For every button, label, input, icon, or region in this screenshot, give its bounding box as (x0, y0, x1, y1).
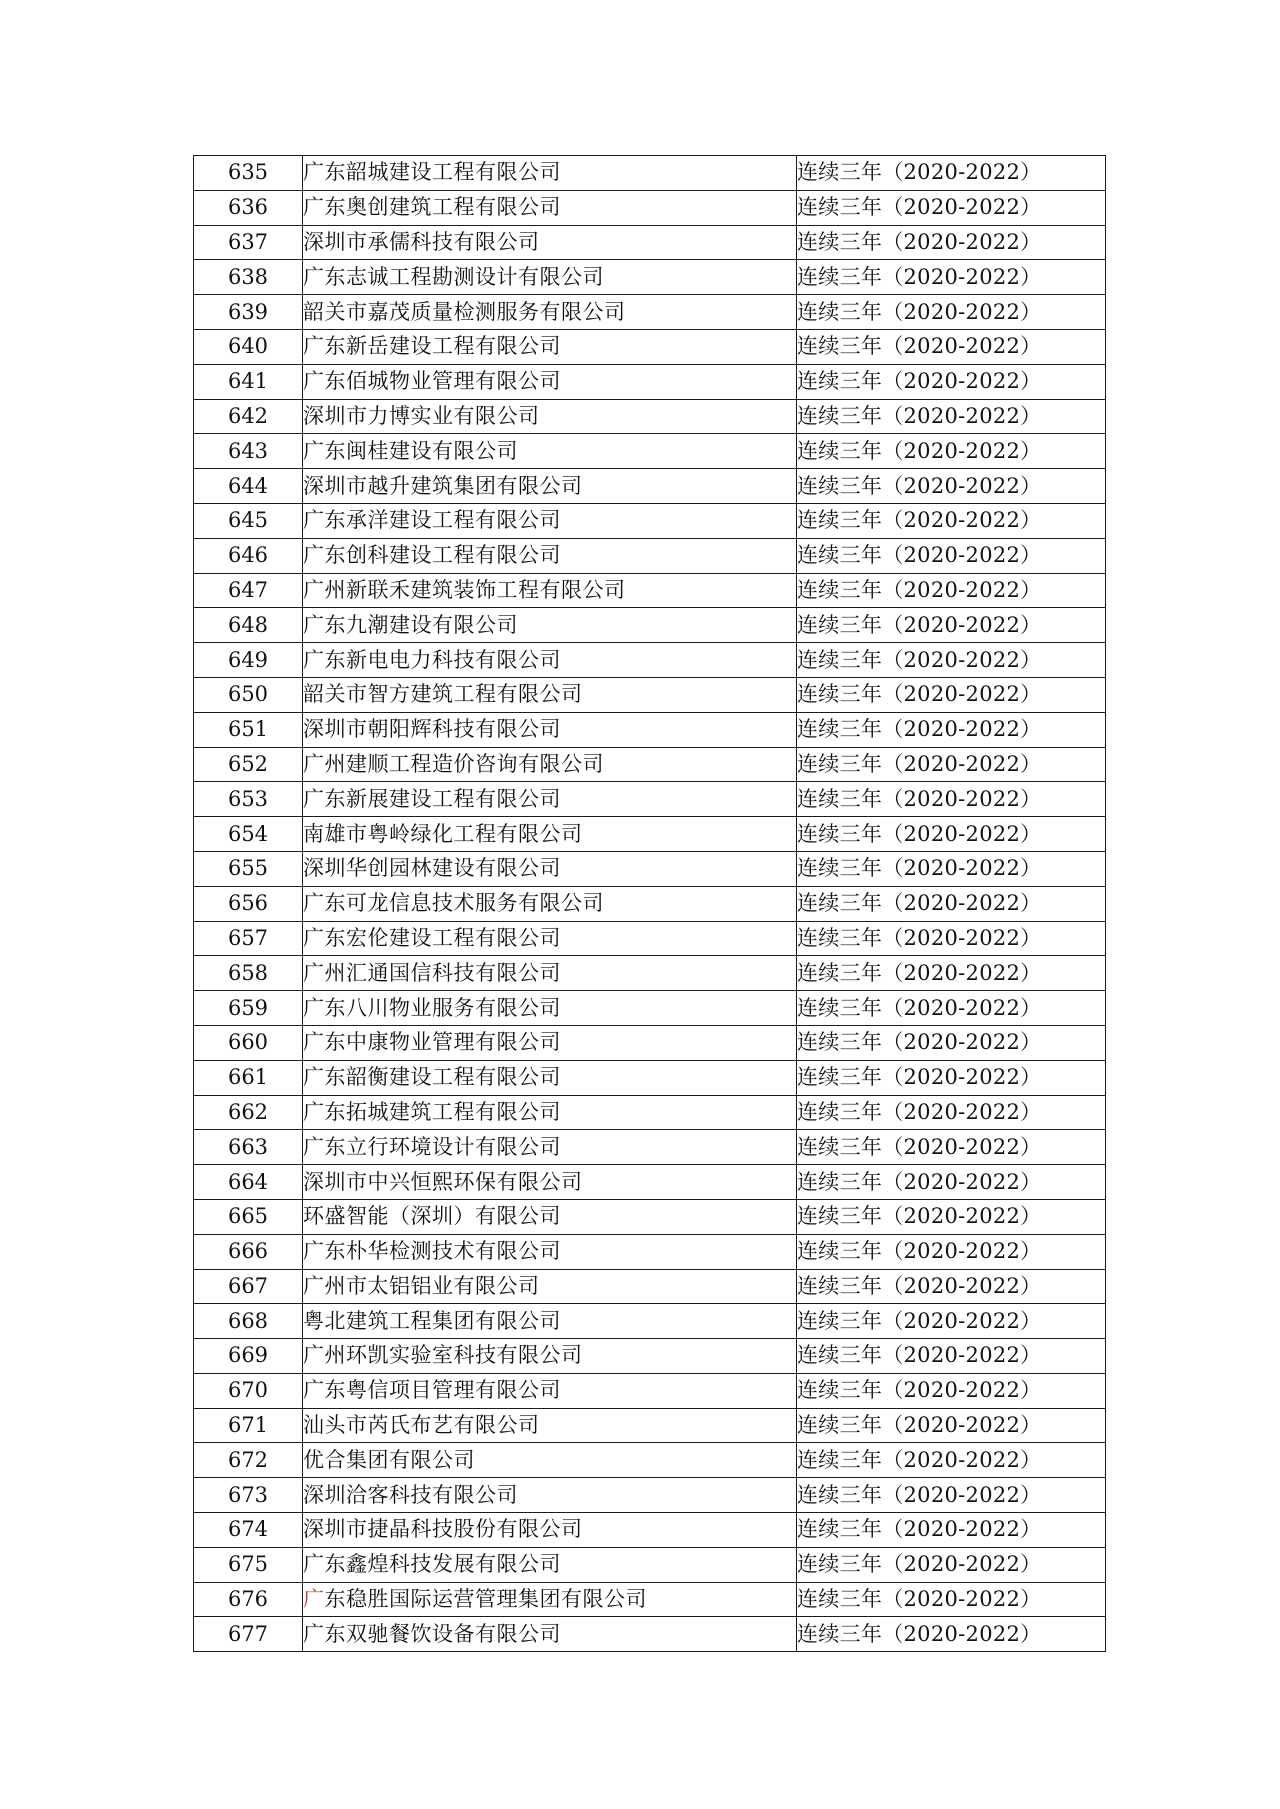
award-status: 连续三年（2020-2022） (797, 1373, 1106, 1408)
award-status: 连续三年（2020-2022） (797, 260, 1106, 295)
award-status: 连续三年（2020-2022） (797, 1339, 1106, 1374)
row-number: 635 (194, 156, 303, 191)
table-row (194, 329, 1106, 364)
company-name: 深圳市朝阳辉科技有限公司 (303, 712, 797, 747)
row-number: 644 (194, 469, 303, 504)
row-number: 662 (194, 1095, 303, 1130)
table-row (194, 1617, 1106, 1652)
company-name: 广东宏伦建设工程有限公司 (303, 921, 797, 956)
award-status: 连续三年（2020-2022） (797, 156, 1106, 191)
company-name: 广东中康物业管理有限公司 (303, 1025, 797, 1060)
row-number: 673 (194, 1478, 303, 1513)
row-number: 655 (194, 851, 303, 886)
table-row (194, 295, 1106, 330)
company-name: 广东志诚工程勘测设计有限公司 (303, 260, 797, 295)
table-row (194, 1130, 1106, 1165)
award-status: 连续三年（2020-2022） (797, 1582, 1106, 1617)
award-status: 连续三年（2020-2022） (797, 1478, 1106, 1513)
table-row (194, 1443, 1106, 1478)
award-status: 连续三年（2020-2022） (797, 921, 1106, 956)
row-number: 637 (194, 225, 303, 260)
table-row (194, 156, 1106, 191)
company-name-rest: 东稳胜国际运营管理集团有限公司 (324, 1587, 647, 1612)
row-number: 643 (194, 434, 303, 469)
award-status: 连续三年（2020-2022） (797, 1304, 1106, 1339)
award-status: 连续三年（2020-2022） (797, 1513, 1106, 1548)
row-number: 647 (194, 573, 303, 608)
row-number: 667 (194, 1269, 303, 1304)
table-row (194, 1513, 1106, 1548)
award-status: 连续三年（2020-2022） (797, 886, 1106, 921)
award-status: 连续三年（2020-2022） (797, 538, 1106, 573)
company-name: 广东鑫煌科技发展有限公司 (303, 1547, 797, 1582)
company-name: 广东韶城建设工程有限公司 (303, 156, 797, 191)
company-name: 汕头市芮氏布艺有限公司 (303, 1408, 797, 1443)
table-row (194, 1373, 1106, 1408)
award-status: 连续三年（2020-2022） (797, 434, 1106, 469)
row-number: 654 (194, 817, 303, 852)
table-row (194, 956, 1106, 991)
award-status: 连续三年（2020-2022） (797, 956, 1106, 991)
row-number: 659 (194, 991, 303, 1026)
row-number: 638 (194, 260, 303, 295)
company-name: 广东佰城物业管理有限公司 (303, 364, 797, 399)
table-row (194, 1478, 1106, 1513)
table-row (194, 817, 1106, 852)
company-name: 广州环凯实验室科技有限公司 (303, 1339, 797, 1374)
table-row (194, 1269, 1106, 1304)
award-status: 连续三年（2020-2022） (797, 1547, 1106, 1582)
row-number: 670 (194, 1373, 303, 1408)
row-number: 669 (194, 1339, 303, 1374)
row-number: 658 (194, 956, 303, 991)
row-number: 646 (194, 538, 303, 573)
award-status: 连续三年（2020-2022） (797, 1269, 1106, 1304)
table-row (194, 921, 1106, 956)
table-row (194, 1339, 1106, 1374)
row-number: 672 (194, 1443, 303, 1478)
company-name: 深圳洽客科技有限公司 (303, 1478, 797, 1513)
row-number: 665 (194, 1199, 303, 1234)
table-row (194, 1547, 1106, 1582)
company-name: 广州汇通国信科技有限公司 (303, 956, 797, 991)
table-row (194, 1582, 1106, 1617)
row-number: 649 (194, 643, 303, 678)
award-status: 连续三年（2020-2022） (797, 329, 1106, 364)
company-name: 韶关市智方建筑工程有限公司 (303, 677, 797, 712)
company-name: 广东承洋建设工程有限公司 (303, 503, 797, 538)
award-status: 连续三年（2020-2022） (797, 712, 1106, 747)
table-row (194, 886, 1106, 921)
table-row (194, 991, 1106, 1026)
award-status: 连续三年（2020-2022） (797, 469, 1106, 504)
company-name: 广东新展建设工程有限公司 (303, 782, 797, 817)
company-name: 广东闽桂建设有限公司 (303, 434, 797, 469)
company-name: 广东立行环境设计有限公司 (303, 1130, 797, 1165)
row-number: 657 (194, 921, 303, 956)
company-name: 深圳市力博实业有限公司 (303, 399, 797, 434)
row-number: 671 (194, 1408, 303, 1443)
table-row (194, 782, 1106, 817)
company-name: 广东双驰餐饮设备有限公司 (303, 1617, 797, 1652)
award-status: 连续三年（2020-2022） (797, 295, 1106, 330)
company-name: 深圳市中兴恒熙环保有限公司 (303, 1165, 797, 1200)
award-status: 连续三年（2020-2022） (797, 1025, 1106, 1060)
table-row (194, 260, 1106, 295)
table-body (194, 156, 1106, 1652)
table-row (194, 1408, 1106, 1443)
row-number: 645 (194, 503, 303, 538)
award-status: 连续三年（2020-2022） (797, 851, 1106, 886)
company-name: 广东八川物业服务有限公司 (303, 991, 797, 1026)
row-number: 664 (194, 1165, 303, 1200)
row-number: 651 (194, 712, 303, 747)
award-status: 连续三年（2020-2022） (797, 1234, 1106, 1269)
award-status: 连续三年（2020-2022） (797, 817, 1106, 852)
award-status: 连续三年（2020-2022） (797, 573, 1106, 608)
row-number: 668 (194, 1304, 303, 1339)
award-status: 连续三年（2020-2022） (797, 1199, 1106, 1234)
company-name: 深圳市越升建筑集团有限公司 (303, 469, 797, 504)
award-status: 连续三年（2020-2022） (797, 1408, 1106, 1443)
award-status: 连续三年（2020-2022） (797, 991, 1106, 1026)
company-name: 广东拓城建筑工程有限公司 (303, 1095, 797, 1130)
company-name: 广东新岳建设工程有限公司 (303, 329, 797, 364)
row-number: 650 (194, 677, 303, 712)
company-name-red-prefix: 广 (303, 1587, 325, 1612)
table-row (194, 434, 1106, 469)
award-status: 连续三年（2020-2022） (797, 747, 1106, 782)
award-status: 连续三年（2020-2022） (797, 1060, 1106, 1095)
company-list-table (193, 155, 1106, 1652)
row-number: 674 (194, 1513, 303, 1548)
company-name: 南雄市粤岭绿化工程有限公司 (303, 817, 797, 852)
award-status: 连续三年（2020-2022） (797, 1443, 1106, 1478)
award-status: 连续三年（2020-2022） (797, 1617, 1106, 1652)
table-row (194, 1165, 1106, 1200)
table-row (194, 399, 1106, 434)
company-name: 广东奥创建筑工程有限公司 (303, 190, 797, 225)
row-number: 653 (194, 782, 303, 817)
table-row (194, 747, 1106, 782)
row-number: 675 (194, 1547, 303, 1582)
company-name: 广东九潮建设有限公司 (303, 608, 797, 643)
table-row (194, 1199, 1106, 1234)
table-row (194, 851, 1106, 886)
company-name: 广州市太铝铝业有限公司 (303, 1269, 797, 1304)
table-row (194, 1095, 1106, 1130)
table-row (194, 364, 1106, 399)
row-number: 661 (194, 1060, 303, 1095)
table-row (194, 608, 1106, 643)
company-name: 优合集团有限公司 (303, 1443, 797, 1478)
award-status: 连续三年（2020-2022） (797, 608, 1106, 643)
company-name: 广东创科建设工程有限公司 (303, 538, 797, 573)
table-row (194, 225, 1106, 260)
table-row (194, 1234, 1106, 1269)
award-status: 连续三年（2020-2022） (797, 503, 1106, 538)
award-status: 连续三年（2020-2022） (797, 782, 1106, 817)
company-name: 深圳市捷晶科技股份有限公司 (303, 1513, 797, 1548)
company-name: 广州建顺工程造价咨询有限公司 (303, 747, 797, 782)
row-number: 676 (194, 1582, 303, 1617)
table-row (194, 712, 1106, 747)
award-status: 连续三年（2020-2022） (797, 1130, 1106, 1165)
company-name: 广州新联禾建筑装饰工程有限公司 (303, 573, 797, 608)
table-row (194, 469, 1106, 504)
company-name: 韶关市嘉茂质量检测服务有限公司 (303, 295, 797, 330)
row-number: 648 (194, 608, 303, 643)
table-row (194, 643, 1106, 678)
row-number: 652 (194, 747, 303, 782)
row-number: 660 (194, 1025, 303, 1060)
company-name: 广东粤信项目管理有限公司 (303, 1373, 797, 1408)
company-name: 广东新电电力科技有限公司 (303, 643, 797, 678)
award-status: 连续三年（2020-2022） (797, 225, 1106, 260)
company-name: 广东韶衡建设工程有限公司 (303, 1060, 797, 1095)
row-number: 677 (194, 1617, 303, 1652)
row-number: 666 (194, 1234, 303, 1269)
row-number: 663 (194, 1130, 303, 1165)
award-status: 连续三年（2020-2022） (797, 190, 1106, 225)
award-status: 连续三年（2020-2022） (797, 1095, 1106, 1130)
company-name: 环盛智能（深圳）有限公司 (303, 1199, 797, 1234)
table-row (194, 190, 1106, 225)
company-name: 广东朴华检测技术有限公司 (303, 1234, 797, 1269)
company-name (303, 1582, 797, 1617)
company-name: 粤北建筑工程集团有限公司 (303, 1304, 797, 1339)
row-number: 642 (194, 399, 303, 434)
table-row (194, 538, 1106, 573)
table-row (194, 1304, 1106, 1339)
company-name: 广东可龙信息技术服务有限公司 (303, 886, 797, 921)
table-row (194, 677, 1106, 712)
row-number: 636 (194, 190, 303, 225)
award-status: 连续三年（2020-2022） (797, 643, 1106, 678)
table-row (194, 1060, 1106, 1095)
award-status: 连续三年（2020-2022） (797, 677, 1106, 712)
company-name: 深圳华创园林建设有限公司 (303, 851, 797, 886)
row-number: 641 (194, 364, 303, 399)
table-row (194, 1025, 1106, 1060)
award-status: 连续三年（2020-2022） (797, 364, 1106, 399)
award-status: 连续三年（2020-2022） (797, 399, 1106, 434)
row-number: 640 (194, 329, 303, 364)
row-number: 639 (194, 295, 303, 330)
company-name: 深圳市承儒科技有限公司 (303, 225, 797, 260)
row-number: 656 (194, 886, 303, 921)
table-row (194, 503, 1106, 538)
award-status: 连续三年（2020-2022） (797, 1165, 1106, 1200)
table-row (194, 573, 1106, 608)
